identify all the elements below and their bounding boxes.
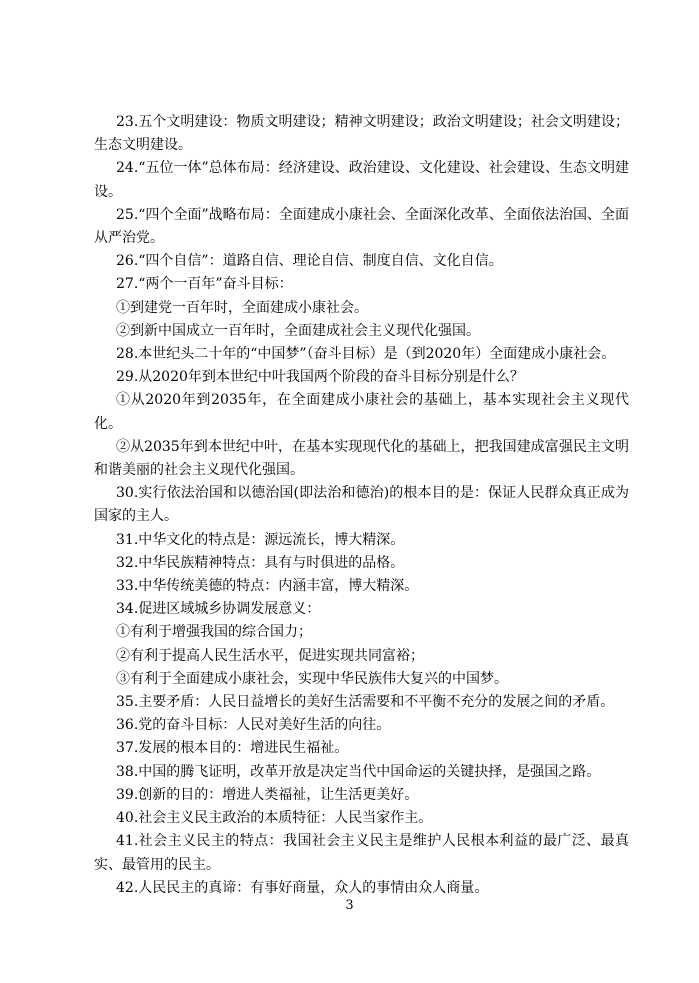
paragraph-36: 36.党的奋斗目标：人民对美好生活的向往。 — [116, 717, 391, 734]
paragraph-39: 39.创新的目的：增进人类福祉，让生活更美好。 — [116, 786, 419, 803]
paragraph-34-item-2: ②有利于提高人民生活水平，促进实现共同富裕； — [116, 647, 424, 664]
paragraph-24: 24.“五位一体”总体布局：经济建设、政治建设、文化建设、社会建设、生态文明建设。 — [94, 160, 629, 200]
paragraph-26: 26.“四个自信”：道路自信、理论自信、制度自信、文化自信。 — [116, 253, 503, 270]
paragraph-31: 31.中华文化的特点是：源远流长，博大精深。 — [116, 531, 405, 548]
paragraph-38: 38.中国的腾飞证明，改革开放是决定当代中国命运的关键抉择，是强国之路。 — [116, 763, 601, 780]
paragraph-32: 32.中华民族精神特点：具有与时俱进的品格。 — [116, 554, 405, 571]
paragraph-30: 30.实行依法治国和以德治国(即法治和德治)的根本目的是：保证人民群众真正成为国家的主人。 — [94, 485, 629, 525]
document-body — [94, 111, 629, 900]
paragraph-42: 42.人民民主的真谛：有事好商量，众人的事情由众人商量。 — [116, 879, 489, 896]
paragraph-29-item-1: ①从2020年到2035年，在全面建成小康社会的基础上，基本实现社会主义现代化。 — [94, 392, 629, 432]
paragraph-40: 40.社会主义民主政治的本质特征：人民当家作主。 — [116, 810, 433, 827]
paragraph-34-item-1: ①有利于增强我国的综合国力； — [116, 624, 312, 641]
paragraph-37: 37.发展的根本目的：增进民生福祉。 — [116, 740, 349, 757]
paragraph-27-item-1: ①到建党一百年时，全面建成小康社会。 — [116, 299, 368, 316]
paragraph-35: 35.主要矛盾：人民日益增长的美好生活需要和不平衡不充分的发展之间的矛盾。 — [116, 694, 615, 711]
page-number: 3 — [345, 898, 354, 913]
paragraph-25: 25.“四个全面”战略布局：全面建成小康社会、全面深化改革、全面依法治国、全面从严治党。 — [94, 206, 629, 247]
paragraph-27-item-2: ②到新中国成立一百年时，全面建成社会主义现代化强国。 — [116, 322, 480, 339]
paragraph-29: 29.从2020年到本世纪中叶我国两个阶段的奋斗目标分别是什么？ — [116, 369, 524, 386]
paragraph-34: 34.促进区域城乡协调发展意义： — [116, 601, 321, 618]
paragraph-41: 41.社会主义民主的特点：我国社会主义民主是维护人民根本利益的最广泛、最真实、最管用的民主。 — [94, 833, 629, 873]
paragraph-34-item-3: ③有利于全面建成小康社会，实现中华民族伟大复兴的中国梦。 — [116, 670, 508, 687]
paragraph-29-item-2: ②从2035年到本世纪中叶，在基本实现现代化的基础上，把我国建成富强民主文明和谐美丽的社会主义现代化强国。 — [94, 438, 629, 479]
paragraph-23: 23.五个文明建设：物质文明建设；精神文明建设；政治文明建设；社会文明建设；生态文明建设。 — [94, 114, 629, 154]
paragraph-33: 33.中华传统美德的特点：内涵丰富，博大精深。 — [116, 578, 419, 595]
paragraph-28: 28.本世纪头二十年的“中国梦”（奋斗目标）是（到2020年）全面建成小康社会。 — [116, 346, 616, 363]
paragraph-27: 27.“两个一百年”奋斗目标： — [116, 276, 293, 293]
